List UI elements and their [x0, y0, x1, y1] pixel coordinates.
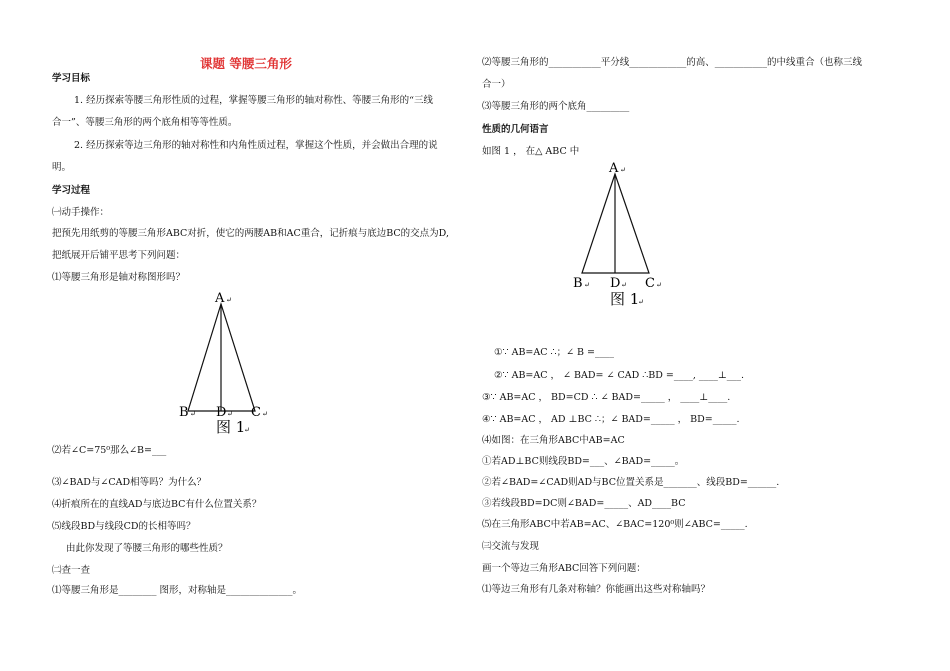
return-mark-a: ↵ — [620, 166, 626, 174]
figure-intro: 如图 1 ， 在△ ABC 中 — [482, 146, 580, 157]
question-4-item-2: ②若∠BAD=∠CAD则AD与BC位置关系是_______、线段BD=______. — [482, 477, 780, 488]
vertex-d-label: D — [216, 405, 227, 420]
check-3: ⑶等腰三角形的两个底角_________ — [482, 101, 630, 112]
return-mark-d: ↵ — [621, 281, 627, 289]
vertex-b-label: B — [573, 276, 583, 291]
reasoning-3: ③∵ AB=AC ， BD=CD ∴ ∠ BAD=_____ ， ____⊥____. — [482, 392, 731, 403]
objective-1-line2: 合一”、等腰三角形的两个底角相等等性质。 — [52, 117, 238, 128]
return-mark-b: ↵ — [190, 410, 196, 418]
question-2: ⑵若∠C=75⁰那么∠B=___ — [52, 445, 167, 456]
objective-1-line1: 1. 经历探索等腰三角形性质的过程，掌握等腰三角形的轴对称性、等腰三角形的“三线 — [74, 95, 433, 106]
return-mark-c: ↵ — [656, 281, 662, 289]
question-4: ⑷折痕所在的直线AD与底边BC有什么位置关系？ — [52, 499, 262, 510]
left-column — [52, 0, 470, 671]
question-3: ⑶∠BAD与∠CAD相等吗？为什么？ — [52, 477, 207, 488]
return-mark-caption: ↵ — [638, 298, 644, 306]
geometry-heading: 性质的几何语言 — [482, 124, 549, 135]
check-2-line2: 合一） — [482, 79, 511, 90]
part3-question-1: ⑴等边三角形有几条对称轴？你能画出这些对称轴吗？ — [482, 584, 711, 595]
part1-heading: ㈠动手操作： — [52, 207, 110, 218]
return-mark-c: ↵ — [262, 410, 268, 418]
question-1: ⑴等腰三角形是轴对称图形吗？ — [52, 272, 186, 283]
right-column — [482, 0, 902, 671]
process-heading: 学习过程 — [52, 185, 91, 196]
question-5: ⑸在三角形ABC中若AB=AC、∠BAC=120⁰则∠ABC=_____. — [482, 519, 748, 530]
return-mark-d: ↵ — [227, 410, 233, 418]
return-mark-a: ↵ — [226, 296, 232, 304]
page-title: 课题 等腰三角形 — [200, 56, 292, 71]
question-4-heading: ⑷如图：在三角形ABC中AB=AC — [482, 435, 625, 446]
reasoning-4: ④∵ AB=AC ， AD ⊥BC ∴；∠ BAD=_____ ， BD=_____. — [482, 414, 740, 425]
objective-2-line1: 2. 经历探索等边三角形的轴对称性和内角性质过程，掌握这个性质，并会做出合理的说 — [74, 140, 438, 151]
question-4-item-3: ③若线段BD=DC则∠BAD=_____、AD____BC — [482, 498, 686, 509]
vertex-a-label: A — [609, 161, 619, 176]
vertex-b-label: B — [179, 405, 189, 420]
part3-heading: ㈢交流与发现 — [482, 541, 540, 552]
part1-desc-line1: 把预先用纸剪的等腰三角形ABC对折，使它的两腰AB和AC重合，记折痕与底边BC的交点为D, — [52, 228, 449, 239]
part2-heading: ㈡查一查 — [52, 565, 91, 576]
return-mark-b: ↵ — [584, 281, 590, 289]
reasoning-2: ②∵ AB=AC ， ∠ BAD= ∠ CAD ∴BD =____, ____⊥___. — [494, 370, 745, 381]
vertex-a-label: A — [215, 291, 225, 306]
question-4-item-1: ①若AD⊥BC则线段BD=___、∠BAD=_____。 — [482, 456, 685, 467]
question-5: ⑸线段BD与线段CD的长相等吗？ — [52, 521, 196, 532]
check-1: ⑴等腰三角形是________ 图形，对称轴是______________。 — [52, 585, 303, 596]
objectives-heading: 学习目标 — [52, 73, 91, 84]
figure-left — [178, 288, 288, 442]
part3-instruction: 画一个等边三角形ABC回答下列问题： — [482, 563, 646, 574]
question-6: 由此你发现了等腰三角形的哪些性质？ — [66, 543, 228, 554]
reasoning-1: ①∵ AB=AC ∴；∠ B =____ — [494, 347, 615, 358]
vertex-c-label: C — [251, 405, 261, 420]
figure-caption: 图 1 — [216, 418, 246, 436]
vertex-c-label: C — [645, 276, 655, 291]
check-2-line1: ⑵等腰三角形的___________平分线____________的高、___________的中线重合（也称三线 — [482, 57, 863, 68]
figure-right — [572, 158, 682, 312]
figure-caption: 图 1 — [610, 290, 640, 308]
vertex-d-label: D — [610, 276, 621, 291]
objective-2-line2: 明。 — [52, 162, 72, 173]
part1-desc-line2: 把纸展开后铺平思考下列问题： — [52, 250, 186, 261]
return-mark-caption: ↵ — [244, 426, 250, 434]
